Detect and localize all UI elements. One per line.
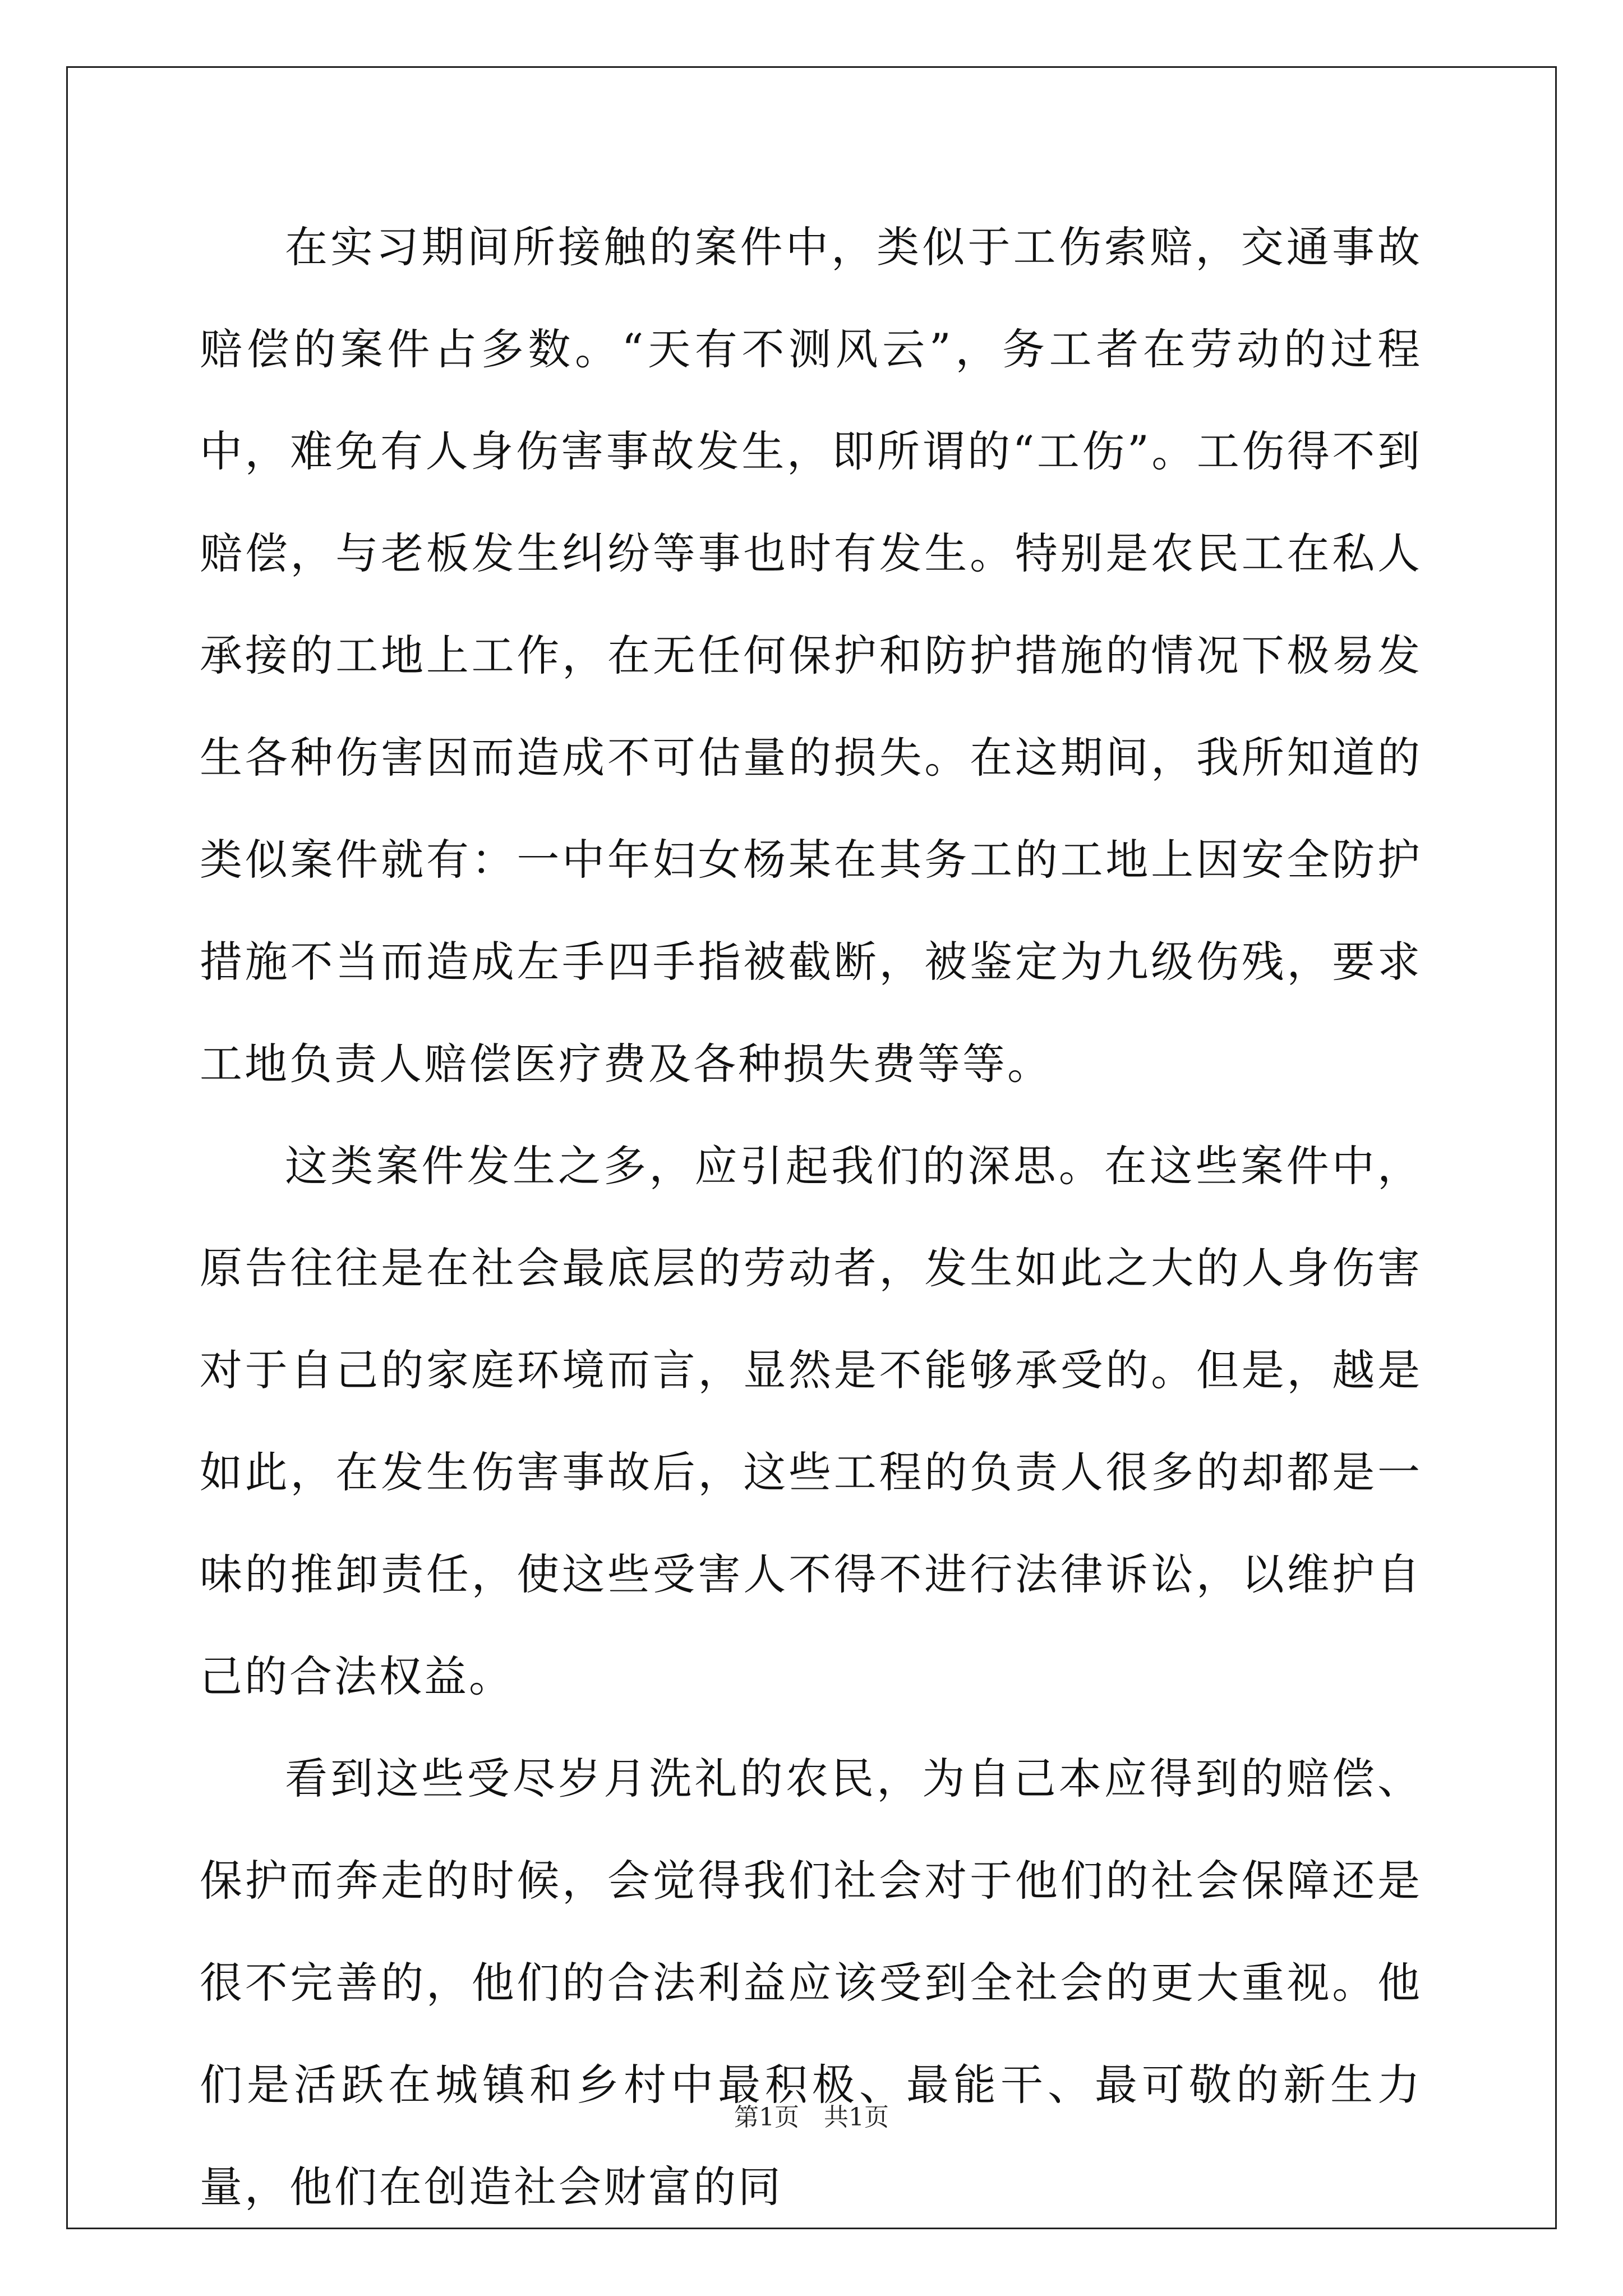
document-body bbox=[200, 196, 1422, 2238]
paragraph-2: 这类案件发生之多，应引起我们的深思。在这些案件中，原告往往是在社会最底层的劳动者，发生如此之大的人身伤害对于自己的家庭环境而言，显然是不能够承受的。但是，越是如此，在发生伤害事故后，这些工程的负责人很多的却都是一味的推卸责任，使这些受害人不得不进行法律诉讼，以维护自己的合法权益。 bbox=[200, 1141, 1422, 1701]
page-footer: 第1页 共1页 bbox=[734, 2103, 889, 2132]
paragraph-1: 在实习期间所接触的案件中，类似于工伤索赔，交通事故赔偿的案件占多数。“天有不测风云”，务工者在劳动的过程中，难免有人身伤害事故发生，即所谓的“工伤”。工伤得不到赔偿，与老板发生纠纷等事也时有发生。特别是农民工在私人承接的工地上工作，在无任何保护和防护措施的情况下极易发生各种伤害因而造成不可估量的损失。在这期间，我所知道的类似案件就有：一中年妇女杨某在其务工的工地上因安全防护措施不当而造成左手四手指被截断，被鉴定为九级伤残，要求工地负责人赔偿医疗费及各种损失费等等。 bbox=[200, 222, 1422, 1089]
paragraph-3: 看到这些受尽岁月洗礼的农民，为自己本应得到的赔偿、保护而奔走的时候，会觉得我们社会对于他们的社会保障还是很不完善的，他们的合法利益应该受到全社会的更大重视。他们是活跃在城镇和乡村中最积极、最能干、最可敬的新生力量，他们在创造社会财富的同 bbox=[200, 1754, 1422, 2212]
